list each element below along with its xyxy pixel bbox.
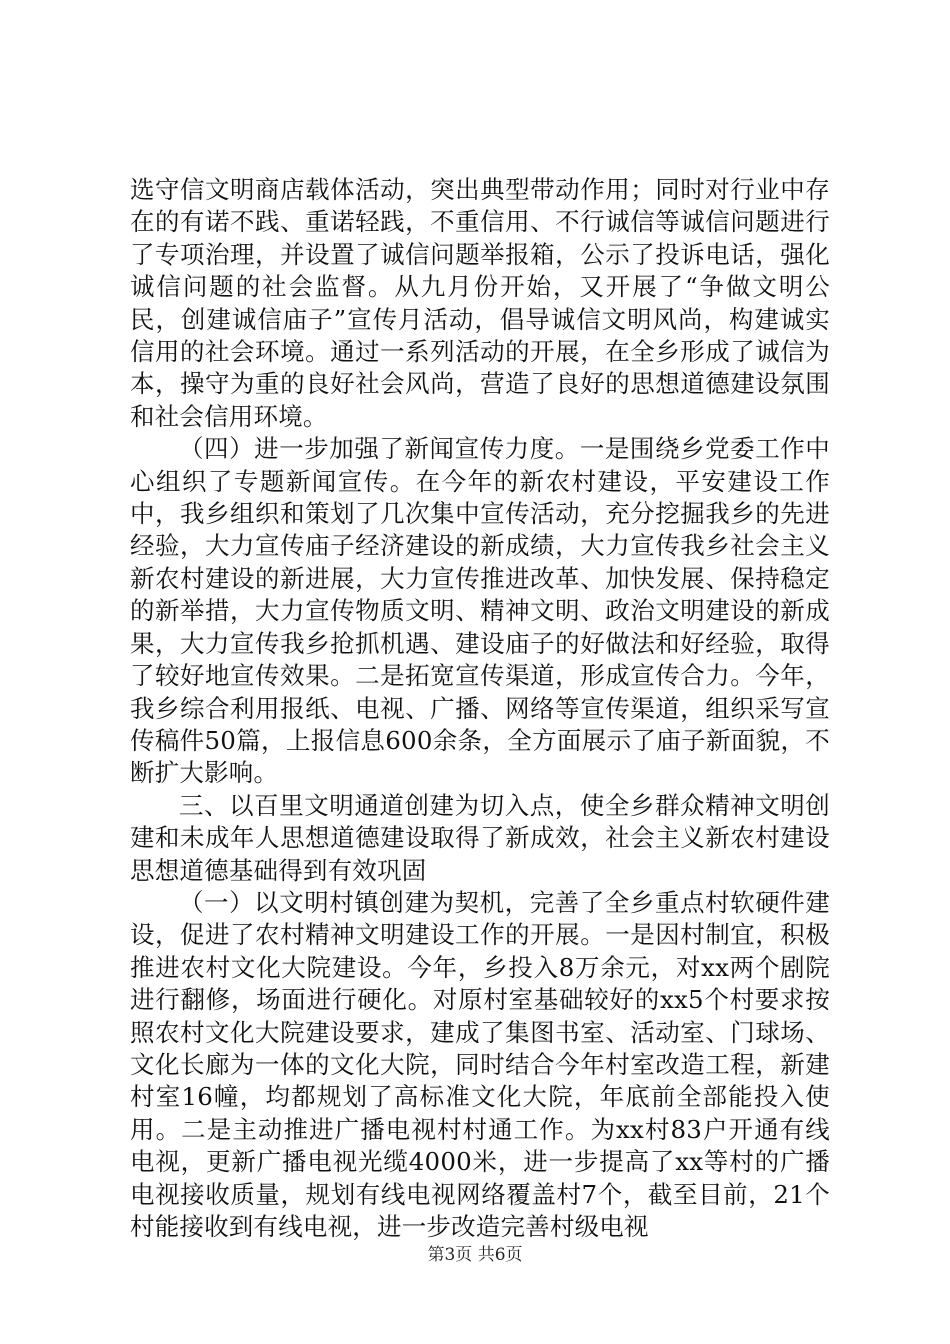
paragraph-3: 三、以百里文明通道创建为切入点，使全乡群众精神文明创建和未成年人思想道德建设取得了新成效，社会主义新农村建设思想道德基础得到有效巩固 xyxy=(130,790,830,885)
body-text xyxy=(130,174,830,1243)
page-footer: 第3页 共6页 xyxy=(427,1245,523,1265)
paragraph-1: 选守信文明商店载体活动，突出典型带动作用；同时对行业中存在的有诺不践、重诺轻践，不重信用、不行诚信等诚信问题进行了专项治理，并设置了诚信问题举报箱，公示了投诉电话，强化诚信问题的社会监督。从九月份开始，又开展了“争做文明公民，创建诚信庙子”宣传月活动，倡导诚信文明风尚，构建诚实信用的社会环境。通过一系列活动的开展，在全乡形成了诚信为本，操守为重的良好社会风尚，营造了良好的思想道德建设氛围和社会信用环境。 xyxy=(130,175,830,431)
paragraph-2: （四）进一步加强了新闻宣传力度。一是围绕乡党委工作中心组织了专题新闻宣传。在今年的新农村建设，平安建设工作中，我乡组织和策划了几次集中宣传活动，充分挖掘我乡的先进经验，大力宣传庙子经济建设的新成绩，大力宣传我乡社会主义新农村建设的新进展，大力宣传推进改革、加快发展、保持稳定的新举措，大力宣传物质文明、精神文明、政治文明建设的新成果，大力宣传我乡抢抓机遇、建设庙子的好做法和好经验，取得了较好地宣传效果。二是拓宽宣传渠道，形成宣传合力。今年，我乡综合利用报纸、电视、广播、网络等宣传渠道，组织采写宣传稿件50篇，上报信息600余条，全方面展示了庙子新面貌，不断扩大影响。 xyxy=(130,434,830,788)
paragraph-4: （一）以文明村镇创建为契机，完善了全乡重点村软硬件建设，促进了农村精神文明建设工作的开展。一是因村制宜，积极推进农村文化大院建设。今年，乡投入8万余元，对xx两个剧院进行翻修，场面进行硬化。对原村室基础较好的xx5个村要求按照农村文化大院建设要求，建成了集图书室、活动室、门球场、文化长廊为一体的文化大院，同时结合今年村室改造工程，新建村室16幢，均都规划了高标准文化大院，年底前全部能投入使用。二是主动推进广播电视村村通工作。为xx村83户开通有线电视，更新广播电视光缆4000米，进一步提高了xx等村的广播电视接收质量，规划有线电视网络覆盖村7个，截至目前，21个村能接收到有线电视，进一步改造完善村级电视 xyxy=(130,887,830,1241)
